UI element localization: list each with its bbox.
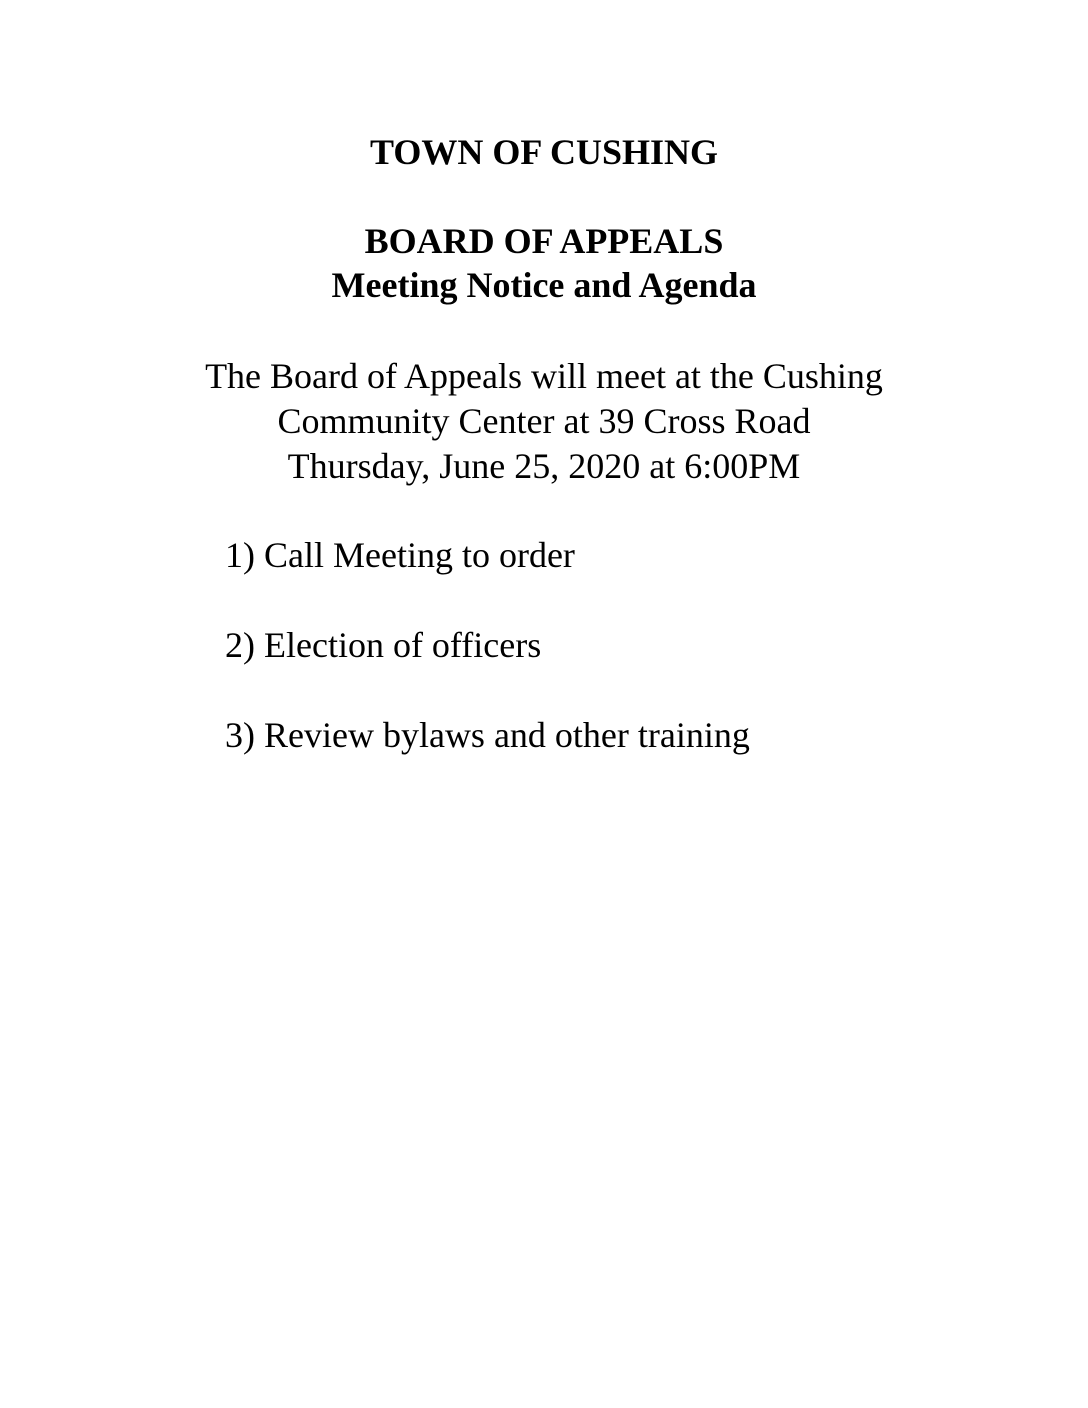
notice-line-3: Thursday, June 25, 2020 at 6:00PM [287, 446, 801, 486]
board-title: BOARD OF APPEALS [364, 221, 724, 261]
town-title: TOWN OF CUSHING [369, 132, 719, 172]
agenda-item-1: 1) Call Meeting to order [225, 535, 575, 575]
notice-line-2: Community Center at 39 Cross Road [277, 401, 811, 441]
meeting-subtitle: Meeting Notice and Agenda [331, 265, 757, 305]
agenda-item-3: 3) Review bylaws and other training [225, 715, 750, 755]
notice-line-1: The Board of Appeals will meet at the Cushing [205, 356, 883, 396]
agenda-item-2: 2) Election of officers [225, 625, 542, 665]
